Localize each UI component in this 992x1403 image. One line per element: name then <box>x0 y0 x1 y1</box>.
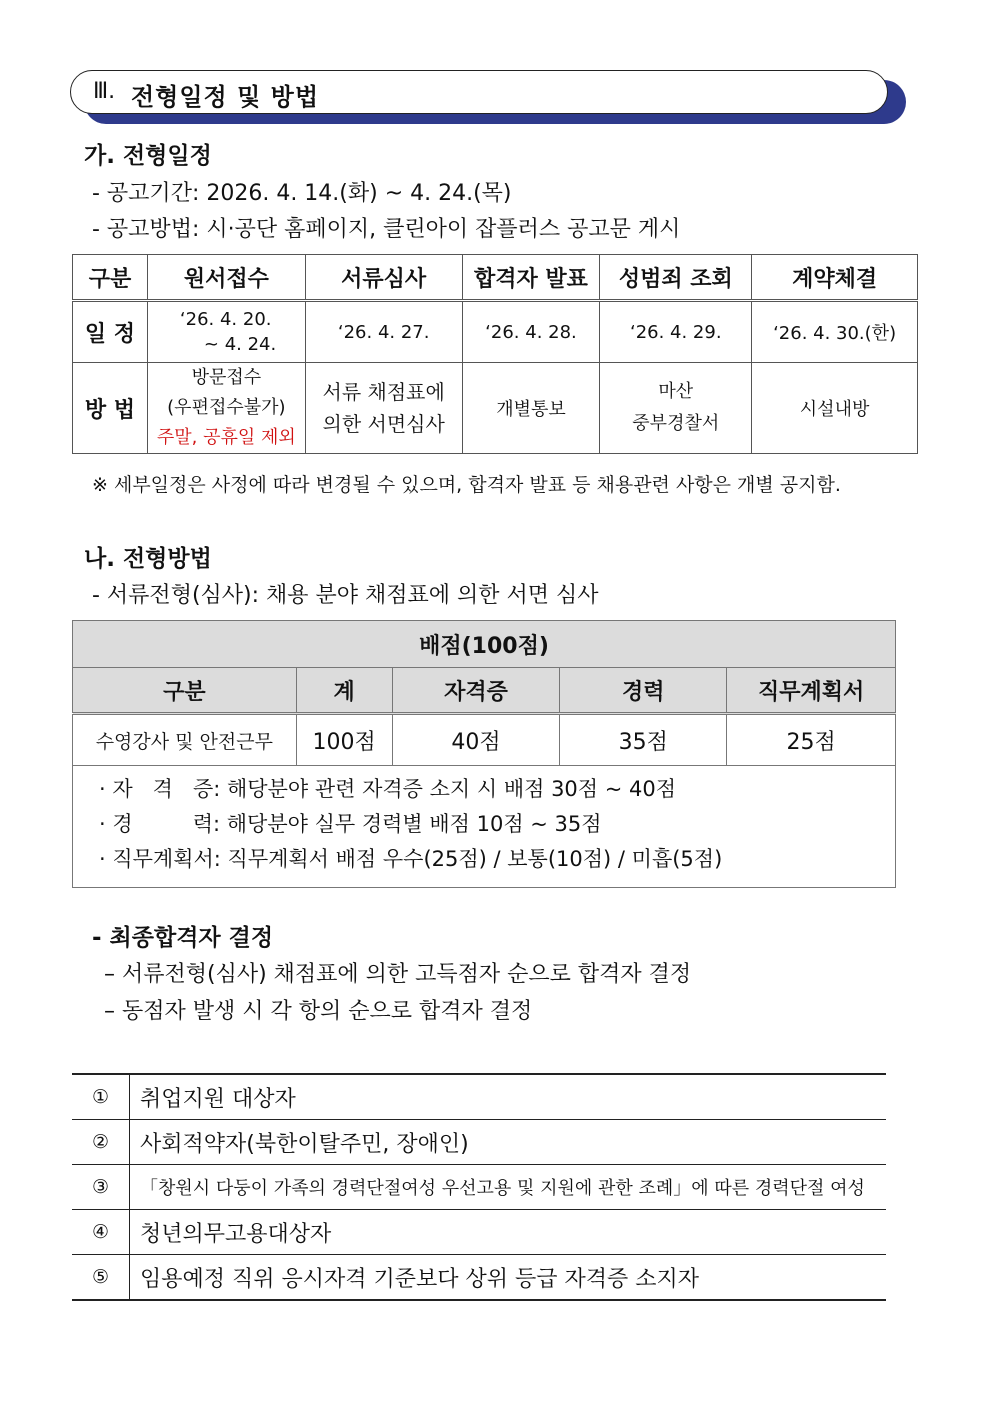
contract-method: 시설내방 <box>752 363 918 454</box>
priority-text: 청년의무고용대상자 <box>130 1210 887 1255</box>
score-header-certificate: 자격증 <box>392 668 560 714</box>
final-rule-1: – 서류전형(심사) 채점표에 의한 고득점자 순으로 합격자 결정 <box>104 962 692 987</box>
schedule-header-check: 성범죄 조회 <box>600 255 752 301</box>
score-header-career: 경력 <box>560 668 727 714</box>
notice-period-line: - 공고기간: 2026. 4. 14.(화) ~ 4. 24.(목) <box>92 181 512 206</box>
score-plan: 25점 <box>727 714 896 766</box>
check-method-cell <box>600 363 752 454</box>
priority-number: ① <box>72 1074 130 1120</box>
schedule-header-category: 구분 <box>73 255 148 301</box>
score-certificate: 40점 <box>392 714 560 766</box>
priority-number: ④ <box>72 1210 130 1255</box>
schedule-row-label-dates: 일 정 <box>73 301 148 363</box>
priority-row <box>72 1165 886 1210</box>
receipt-method-exclusion: 주말, 공휴일 제외 <box>156 427 296 448</box>
priority-row <box>72 1210 886 1255</box>
schedule-row-label-method: 방 법 <box>73 363 148 454</box>
section-header-box <box>70 70 888 114</box>
priority-text: 취업지원 대상자 <box>130 1074 887 1120</box>
receipt-date-start: ‘26. 4. 20. <box>179 309 272 330</box>
announce-date: ‘26. 4. 28. <box>462 301 600 363</box>
check-date: ‘26. 4. 29. <box>600 301 752 363</box>
receipt-method-visit: 방문접수 <box>191 367 262 388</box>
check-method-line2: 중부경찰서 <box>632 413 720 434</box>
schedule-header-receipt: 원서접수 <box>147 255 305 301</box>
schedule-heading: 가. 전형일정 <box>84 143 212 169</box>
schedule-table <box>72 254 918 454</box>
score-header-category: 구분 <box>73 668 297 714</box>
notice-method-line: - 공고방법: 시·공단 홈페이지, 클린아이 잡플러스 공고문 게시 <box>92 217 681 242</box>
priority-number: ⑤ <box>72 1255 130 1301</box>
priority-number: ③ <box>72 1165 130 1210</box>
method-heading: 나. 전형방법 <box>84 546 212 572</box>
section-header <box>70 70 906 124</box>
score-career: 35점 <box>560 714 727 766</box>
final-rule-2: – 동점자 발생 시 각 항의 순으로 합격자 결정 <box>104 999 533 1024</box>
score-criteria <box>73 766 896 888</box>
priority-number: ② <box>72 1120 130 1165</box>
section-number: Ⅲ. <box>93 79 116 104</box>
priority-table <box>72 1073 886 1301</box>
schedule-note: ※ 세부일정은 사정에 따라 변경될 수 있으며, 합격자 발표 등 채용관련 사항은 개별 공지함. <box>92 474 841 496</box>
schedule-header-contract: 계약체결 <box>752 255 918 301</box>
final-heading: - 최종합격자 결정 <box>92 925 274 951</box>
receipt-method-no-mail: (우편접수불가) <box>167 397 286 418</box>
score-header-plan: 직무계획서 <box>727 668 896 714</box>
schedule-header-announce: 합격자 발표 <box>462 255 600 301</box>
score-header-total: 계 <box>296 668 392 714</box>
priority-row <box>72 1074 886 1120</box>
announce-method: 개별통보 <box>462 363 600 454</box>
priority-text: 사회적약자(북한이탈주민, 장애인) <box>130 1120 887 1165</box>
document-screening-line: - 서류전형(심사): 채용 분야 채점표에 의한 서면 심사 <box>92 583 599 608</box>
review-method-cell <box>305 363 462 454</box>
score-table <box>72 620 896 888</box>
score-table-title: 배점(100점) <box>73 621 896 668</box>
receipt-date-end: ~ 4. 24. <box>203 334 277 355</box>
receipt-method-cell <box>147 363 305 454</box>
criteria-certificate: · 자 격 증: 해당분야 관련 자격증 소지 시 배점 30점 ~ 40점 <box>99 777 677 801</box>
review-method-line1: 서류 채점표에 <box>322 380 445 404</box>
receipt-date-cell <box>147 301 305 363</box>
priority-text: 「창원시 다둥이 가족의 경력단절여성 우선고용 및 지원에 관한 조례」에 따른 경력단절 여성 <box>130 1165 887 1210</box>
check-method-line1: 마산 <box>658 381 694 402</box>
section-title: 전형일정 및 방법 <box>131 83 319 111</box>
priority-row <box>72 1255 886 1301</box>
schedule-header-review: 서류심사 <box>305 255 462 301</box>
score-total: 100점 <box>296 714 392 766</box>
priority-row <box>72 1120 886 1165</box>
review-method-line2: 의한 서면심사 <box>322 412 445 436</box>
score-row-category: 수영강사 및 안전근무 <box>73 714 297 766</box>
priority-text: 임용예정 직위 응시자격 기준보다 상위 등급 자격증 소지자 <box>130 1255 887 1301</box>
review-date: ‘26. 4. 27. <box>305 301 462 363</box>
criteria-plan: · 직무계획서: 직무계획서 배점 우수(25점) / 보통(10점) / 미흡(5점) <box>99 847 723 871</box>
criteria-career: · 경 력: 해당분야 실무 경력별 배점 10점 ~ 35점 <box>99 812 602 836</box>
contract-date: ‘26. 4. 30.(한) <box>752 301 918 363</box>
